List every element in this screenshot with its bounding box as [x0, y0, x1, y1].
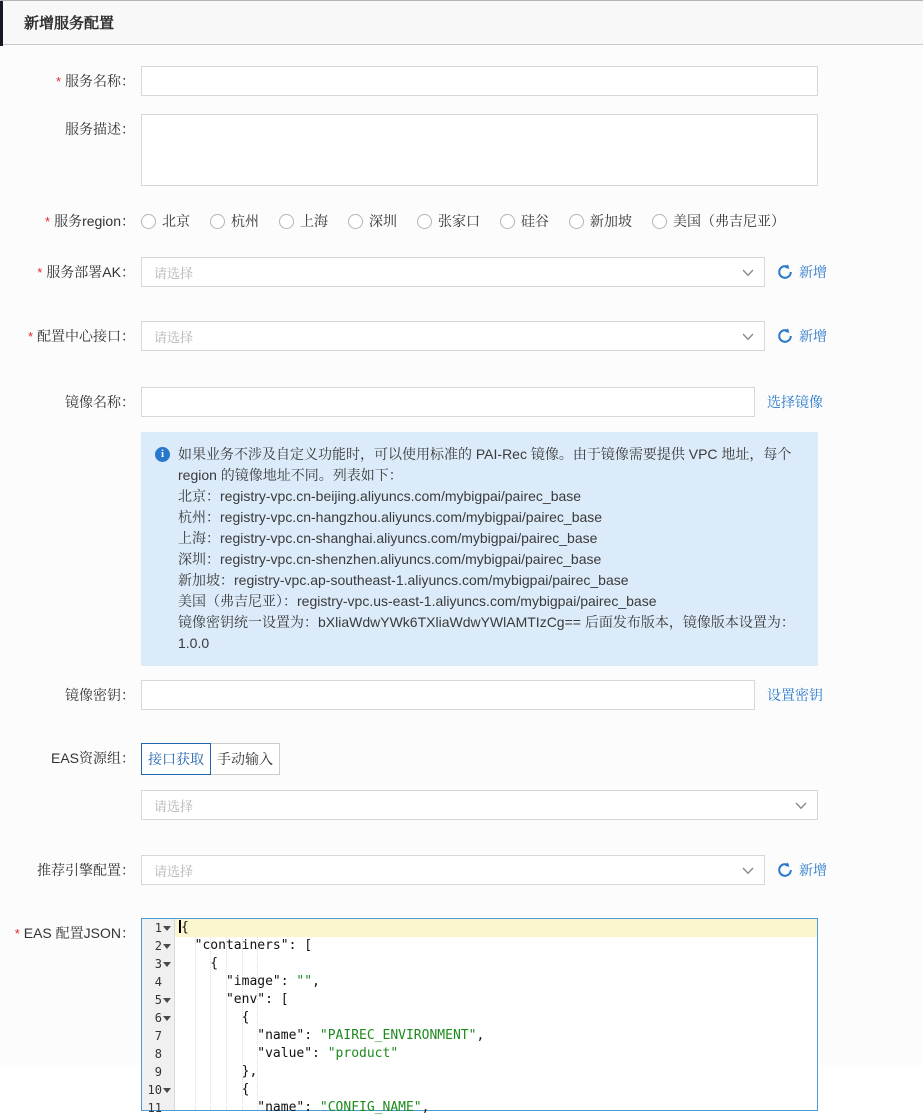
- chevron-down-icon: [742, 333, 754, 341]
- eas-group-row: [0, 743, 923, 775]
- fold-caret-icon[interactable]: [162, 1081, 172, 1099]
- fold-caret-icon[interactable]: [162, 919, 172, 937]
- fold-caret-icon[interactable]: [162, 991, 172, 1009]
- region-radio-option[interactable]: [279, 206, 328, 236]
- fold-caret-icon[interactable]: [162, 937, 172, 955]
- config-center-add-link[interactable]: 新增: [799, 328, 827, 344]
- required-asterisk: *: [45, 214, 51, 229]
- fold-spacer: [162, 1027, 172, 1045]
- radio-icon: [141, 214, 156, 229]
- image-name-label: 镜像名称：: [65, 394, 135, 410]
- toggle-api-fetch[interactable]: 接口获取: [141, 743, 211, 775]
- info-line: 杭州：registry-vpc.cn-hangzhou.aliyuncs.com/mybigpai/pairec_base: [178, 509, 603, 525]
- service-name-label: * 服务名称：: [55, 73, 135, 89]
- radio-icon: [500, 214, 515, 229]
- image-info-box: [141, 432, 818, 666]
- region-row: [0, 206, 923, 237]
- service-name-row: [0, 66, 923, 97]
- engine-config-add-link[interactable]: 新增: [799, 862, 827, 878]
- required-asterisk: *: [55, 74, 61, 89]
- fold-spacer: [162, 1099, 172, 1117]
- radio-icon: [569, 214, 584, 229]
- info-line: 如果业务不涉及自定义功能时，可以使用标准的 PAI-Rec 镜像。由于镜像需要提供 VPC 地址，每个 region 的镜像地址不同。列表如下：: [178, 446, 792, 483]
- code-line: },: [179, 1064, 258, 1079]
- gutter-line: [142, 1027, 174, 1045]
- radio-icon: [279, 214, 294, 229]
- deploy-ak-row: [0, 257, 923, 288]
- gutter-line: [142, 1063, 174, 1081]
- radio-icon: [652, 214, 667, 229]
- radio-icon: [348, 214, 363, 229]
- deploy-ak-select[interactable]: [141, 257, 765, 287]
- service-desc-row: [0, 114, 923, 186]
- region-radio-option[interactable]: [500, 206, 549, 236]
- radio-label: 硅谷: [521, 213, 549, 229]
- code-line: "value": "product": [179, 1046, 399, 1061]
- select-placeholder: 请选择: [154, 329, 194, 345]
- editor-code-area[interactable]: [175, 919, 817, 1115]
- service-name-input[interactable]: [141, 66, 818, 96]
- info-line: 北京：registry-vpc.cn-beijing.aliyuncs.com/mybigpai/pairec_base: [178, 488, 582, 504]
- config-center-select[interactable]: [141, 321, 765, 351]
- image-secret-label: 镜像密钥：: [65, 687, 135, 703]
- line-number: 7: [154, 1029, 162, 1043]
- page-header: [0, 1, 923, 45]
- line-number: 3: [154, 957, 162, 971]
- required-asterisk: *: [14, 926, 20, 941]
- select-placeholder: 请选择: [154, 798, 194, 814]
- editor-gutter: [142, 919, 175, 1115]
- gutter-line: [142, 991, 174, 1009]
- image-secret-row: [0, 680, 923, 710]
- engine-config-label: 推荐引擎配置：: [37, 862, 135, 878]
- refresh-icon[interactable]: [777, 862, 793, 878]
- image-name-input[interactable]: [141, 387, 755, 417]
- gutter-line: [142, 1009, 174, 1027]
- refresh-icon[interactable]: [777, 328, 793, 344]
- radio-icon: [210, 214, 225, 229]
- eas-json-label: * EAS 配置JSON：: [14, 925, 135, 941]
- refresh-icon[interactable]: [777, 264, 793, 280]
- eas-group-select-row: [0, 790, 923, 820]
- select-placeholder: 请选择: [154, 265, 194, 281]
- gutter-line: [142, 1099, 174, 1117]
- fold-spacer: [162, 973, 172, 991]
- radio-icon: [417, 214, 432, 229]
- deploy-ak-add-link[interactable]: 新增: [799, 264, 827, 280]
- image-secret-input[interactable]: [141, 680, 755, 710]
- page-edge-accent: [0, 1, 3, 46]
- fold-spacer: [162, 1045, 172, 1063]
- gutter-line: [142, 919, 174, 937]
- fold-caret-icon[interactable]: [162, 955, 172, 973]
- code-line: {: [179, 956, 219, 971]
- page-title: 新增服务配置: [24, 15, 115, 32]
- radio-label: 上海: [300, 213, 328, 229]
- region-label: * 服务region：: [45, 213, 135, 229]
- image-name-row: [0, 387, 923, 417]
- info-text: [178, 444, 802, 654]
- line-number: 9: [154, 1065, 162, 1079]
- code-line: {: [179, 1010, 250, 1025]
- info-line: 美国（弗吉尼亚）：registry-vpc.us-east-1.aliyuncs.com/mybigpai/pairec_base: [178, 593, 657, 609]
- toggle-manual-input[interactable]: 手动输入: [210, 743, 280, 775]
- line-number: 6: [154, 1011, 162, 1025]
- code-line: {: [175, 919, 817, 937]
- config-center-row: [0, 321, 923, 352]
- gutter-line: [142, 955, 174, 973]
- select-placeholder: 请选择: [154, 863, 194, 879]
- info-line: 上海：registry-vpc.cn-shanghai.aliyuncs.com/mybigpai/pairec_base: [178, 530, 598, 546]
- fold-spacer: [162, 1063, 172, 1081]
- radio-label: 美国（弗吉尼亚）: [673, 213, 785, 229]
- gutter-line: [142, 937, 174, 955]
- chevron-down-icon: [795, 802, 807, 810]
- form-body: [0, 45, 923, 1115]
- required-asterisk: *: [27, 329, 33, 344]
- code-line: "containers": [: [179, 938, 313, 953]
- eas-resource-select[interactable]: [141, 790, 818, 820]
- region-radio-option[interactable]: [417, 206, 480, 236]
- line-number: 4: [154, 975, 162, 989]
- radio-label: 张家口: [438, 213, 480, 229]
- line-number: 8: [154, 1047, 162, 1061]
- engine-config-row: [0, 855, 923, 885]
- deploy-ak-label: * 服务部署AK：: [37, 264, 135, 280]
- fold-caret-icon[interactable]: [162, 1009, 172, 1027]
- chevron-down-icon: [742, 269, 754, 277]
- set-secret-link[interactable]: 设置密钥: [767, 687, 823, 703]
- region-radio-group: [141, 206, 805, 236]
- code-line: "name": "CONFIG_NAME",: [179, 1100, 430, 1115]
- service-desc-textarea[interactable]: [141, 114, 818, 186]
- region-radio-option[interactable]: [652, 206, 785, 236]
- service-desc-label: 服务描述：: [65, 121, 135, 137]
- gutter-line: [142, 1045, 174, 1063]
- eas-group-toggle: [141, 743, 280, 775]
- chevron-down-icon: [742, 867, 754, 875]
- radio-label: 深圳: [369, 213, 397, 229]
- radio-label: 杭州: [231, 213, 259, 229]
- line-number: 1: [154, 921, 162, 935]
- region-radio-option[interactable]: [141, 206, 190, 236]
- eas-json-row: [0, 918, 923, 1115]
- gutter-line: [142, 973, 174, 991]
- info-icon: i: [155, 447, 170, 462]
- code-line: {: [179, 1082, 250, 1097]
- json-code-editor[interactable]: [141, 918, 818, 1115]
- info-row: [0, 432, 923, 666]
- info-line: 深圳：registry-vpc.cn-shenzhen.aliyuncs.com/mybigpai/pairec_base: [178, 551, 602, 567]
- choose-image-link[interactable]: 选择镜像: [767, 394, 823, 410]
- line-number: 11: [147, 1101, 162, 1115]
- config-center-label: * 配置中心接口：: [27, 328, 135, 344]
- code-line: "env": [: [179, 992, 289, 1007]
- line-number: 5: [154, 993, 162, 1007]
- region-radio-option[interactable]: [210, 206, 259, 236]
- code-line: "name": "PAIREC_ENVIRONMENT",: [179, 1028, 485, 1043]
- code-line: "image": "",: [179, 974, 320, 989]
- eas-group-label: EAS资源组：: [50, 750, 135, 766]
- region-radio-option[interactable]: [569, 206, 632, 236]
- radio-label: 北京: [162, 213, 190, 229]
- line-number: 10: [147, 1083, 162, 1097]
- line-number: 2: [154, 939, 162, 953]
- engine-config-select[interactable]: [141, 855, 765, 885]
- info-line: 新加坡：registry-vpc.ap-southeast-1.aliyuncs.com/mybigpai/pairec_base: [178, 572, 629, 588]
- info-line: 镜像密钥统一设置为：bXliaWdwYWk6TXliaWdwYWlAMTIzCg== 后面发布版本，镜像版本设置为：1.0.0: [178, 614, 795, 651]
- gutter-line: [142, 1081, 174, 1099]
- required-asterisk: *: [37, 265, 43, 280]
- region-radio-option[interactable]: [348, 206, 397, 236]
- radio-label: 新加坡: [590, 213, 632, 229]
